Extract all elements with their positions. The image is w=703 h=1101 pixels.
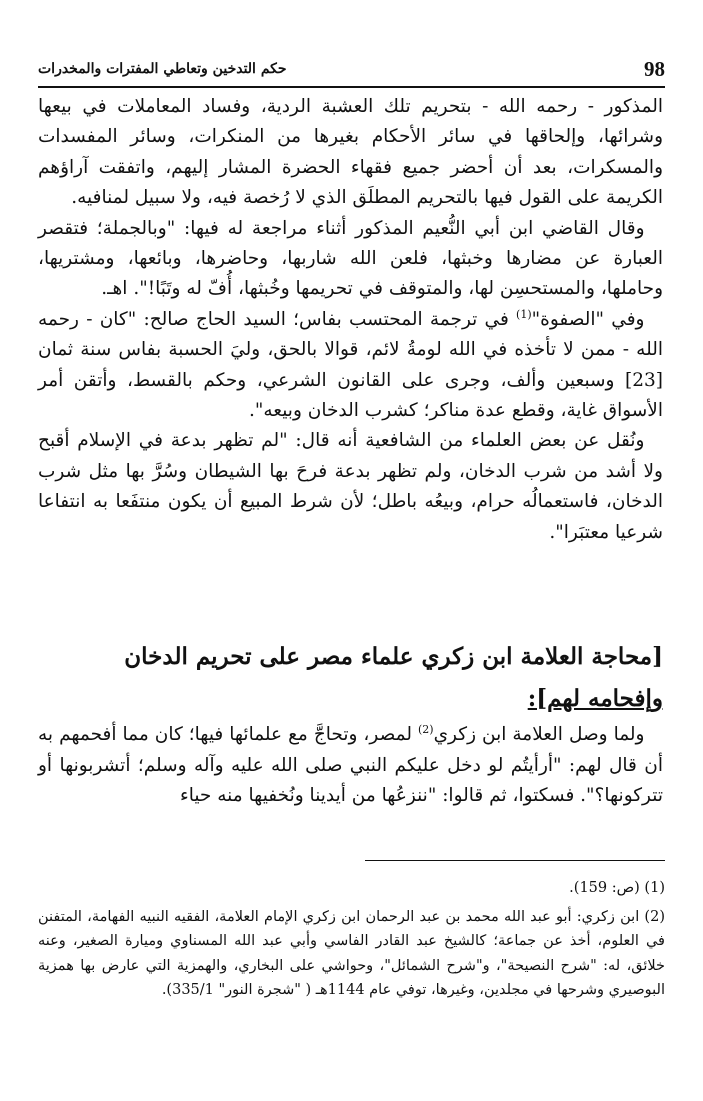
footnote-separator — [365, 860, 665, 861]
heading-line: [محاجة العلامة ابن زكري علماء مصر على تحريم الدخان — [124, 643, 663, 670]
section-heading — [38, 636, 663, 720]
heading-underlined: وإفحامه لهم]: — [527, 685, 663, 712]
paragraph-text: في ترجمة المحتسب بفاس؛ السيد الحاج صالح: "كان - رحمه الله - ممن لا تأخذه في الله لومةُ لائم، قوالا بالحق، وليَ الحسبة بفاس سنة ثمان [23] وسبعين وألف، وجرى على القانون الشرعي، وحكم بالقسط، وأتقن أمر الأسواق غاية، وقطع عدة مناكر؛ كشرب الدخان وبيعه". — [38, 308, 663, 422]
paragraph-text: ولما وصل العلامة ابن زكري — [433, 724, 645, 745]
footnotes — [38, 876, 665, 1003]
page-header — [38, 55, 665, 87]
paragraph-prefix: وفي "الصفوة" — [531, 308, 645, 330]
header-rule — [38, 86, 665, 88]
heading-line — [38, 678, 663, 720]
main-text — [38, 92, 663, 548]
paragraph — [38, 214, 663, 305]
paragraph-text: لمصر، وتحاجَّ مع علمائها فيها؛ كان مما أفحمهم به أن قال لهم: "أرأيتُم لو دخل عليكم النبي صلى الله عليه وآله وسلم؛ أتشربونها أو تتركونها؟". فسكتوا، ثم قالوا: "ننزعُها من أيدينا ونُخفيها منه حياء — [38, 724, 663, 806]
footnote: (2) ابن زكري: أبو عبد الله محمد بن عبد الرحمان ابن زكري الإمام العلامة، الفقيه النبيه الفهامة، المتفنن في العلوم، أخذ عن جماعة؛ كالشيخ عبد القادر الفاسي وأبي عبد الله المسناوي وميارة الصغير، وعنه خلائق، له: "شرح النصيحة"، و"شرح الشمائل"، وحواشي على البخاري، والهمزية التي عارض بها همزية البوصيري وشرحها في مجلدين، وغيرها، توفي عام 1144هـ ( "شجرة النور" 335/1). — [38, 908, 665, 998]
paragraph: المذكور - رحمه الله - بتحريم تلك العشبة الردية، وفساد المعاملات في بيعها وشرائها، وإلحاقها في سائر الأحكام بغيرها من المنكرات، وسائر المفسدات والمسكرات، بعد أن أحضر جميع فقهاء الحضرة المشار إليهم، واتفقت آراؤهم الكريمة على القول فيها بالتحريم المطلَق الذي لا رُخصة فيه، ولا سبيل لمنافيه. — [38, 96, 663, 209]
paragraph — [38, 720, 663, 812]
footnote-reference[interactable]: (2) — [417, 722, 434, 736]
footnote: (1) (ص: 159). — [569, 880, 665, 896]
page-number: 98 — [644, 57, 665, 81]
paragraph-text: ونُقل عن بعض العلماء من الشافعية أنه قال: "لم تظهر بدعة في الإسلام أقبح ولا أشد من شرب الدخان، ولم تظهر بدعة فرحَ بها الشيطان وسُرَّ بها مثل شرب الدخان، فاستعمالُه حرام، وبيعُه باطل؛ لأن شرط المبيع أن يكون منتفَعا به انتفاعا شرعيا معتبَرا". — [38, 430, 663, 543]
running-title: حكم التدخين وتعاطي المفترات والمخدرات — [38, 61, 287, 77]
paragraph — [38, 305, 663, 427]
footnote-reference[interactable]: (1) — [516, 307, 532, 321]
paragraph-text: وقال القاضي ابن أبي النُّعيم المذكور أثناء مراجعة له فيها: "وبالجملة؛ فتقصر العبارة عن مضارها وخبثها، فلعن الله شاربها، وحاضرها، وبائعها، ومشتريها، وحاملها، والمستحسِن لها، والمتوقف في تحريمها وخُبثها، أُفّ له وتَبًا!". اهـ. — [38, 217, 663, 300]
main-text-continued — [38, 720, 663, 812]
paragraph — [38, 426, 663, 548]
